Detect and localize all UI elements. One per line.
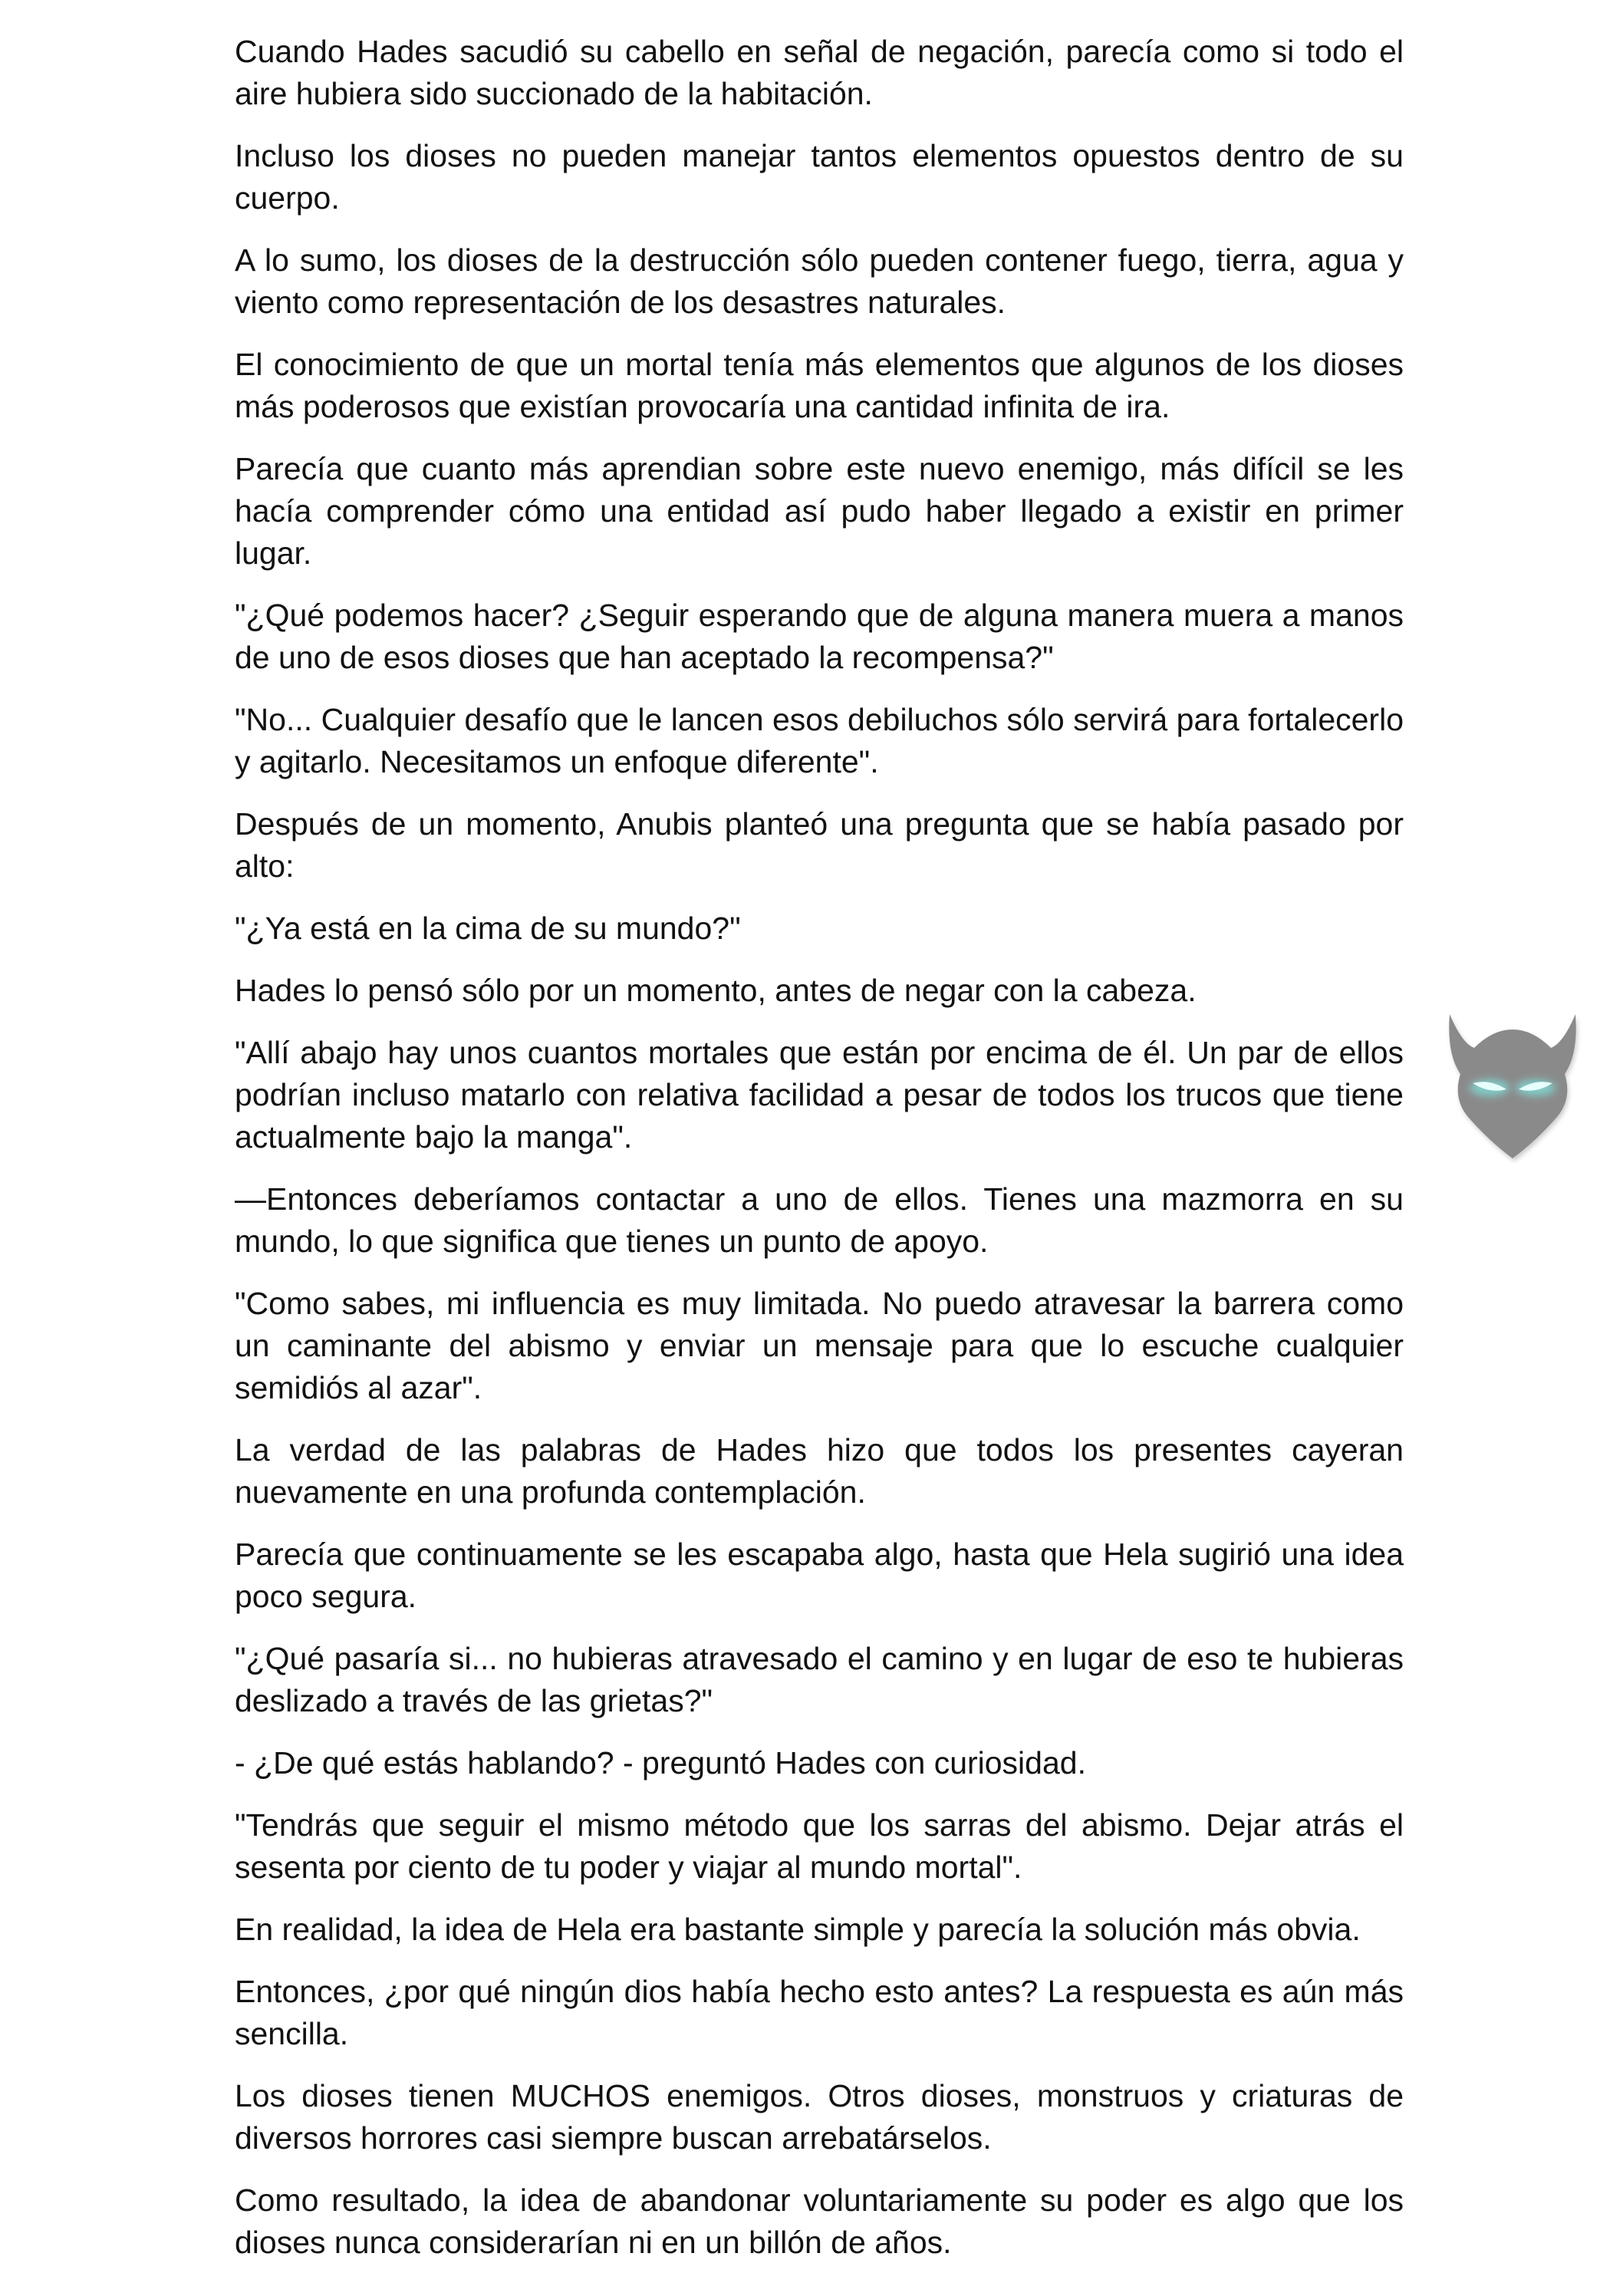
paragraph: En realidad, la idea de Hela era bastante simple y parecía la solución más obvia. [235,1912,1361,1947]
paragraph: El conocimiento de que un mortal tenía más elementos que algunos de los dioses más poderosos que existían provocaría una cantidad infinita de ira. [235,347,1404,424]
paragraph: Los dioses tienen MUCHOS enemigos. Otros dioses, monstruos y criaturas de diversos horrores casi siempre buscan arrebatárselos. [235,2078,1404,2156]
paragraph: "Tendrás que seguir el mismo método que los sarras del abismo. Dejar atrás el sesenta por ciento de tu poder y viajar al mundo mortal". [235,1807,1404,1885]
paragraph: "No... Cualquier desafío que le lancen esos debiluchos sólo servirá para fortalecerlo y agitarlo. Necesitamos un enfoque diferente". [235,702,1404,779]
paragraph: Incluso los dioses no pueden manejar tantos elementos opuestos dentro de su cuerpo. [235,138,1404,216]
paragraph: "¿Qué pasaría si... no hubieras atravesado el camino y en lugar de eso te hubieras deslizado a través de las grietas?" [235,1641,1404,1718]
paragraph: "¿Qué podemos hacer? ¿Seguir esperando que de alguna manera muera a manos de uno de esos dioses que han aceptado la recompensa?" [235,598,1404,675]
paragraph: Entonces, ¿por qué ningún dios había hecho esto antes? La respuesta es aún más sencilla. [235,1974,1404,2051]
paragraph: Como resultado, la idea de abandonar voluntariamente su poder es algo que los dioses nunca considerarían ni en un billón de años. [235,2182,1404,2260]
paragraph: A lo sumo, los dioses de la destrucción sólo pueden contener fuego, tierra, agua y viento como representación de los desastres naturales. [235,242,1404,320]
paragraph: Parecía que cuanto más aprendian sobre este nuevo enemigo, más difícil se les hacía comprender cómo una entidad así pudo haber llegado a existir en primer lugar. [235,451,1404,571]
horned-demon-head-icon [1436,999,1589,1163]
paragraph: La verdad de las palabras de Hades hizo que todos los presentes cayeran nuevamente en una profunda contemplación. [235,1432,1404,1510]
paragraph: Parecía que continuamente se les escapaba algo, hasta que Hela sugirió una idea poco segura. [235,1537,1404,1614]
paragraph: —Entonces deberíamos contactar a uno de ellos. Tienes una mazmorra en su mundo, lo que significa que tienes un punto de apoyo. [235,1181,1404,1259]
paragraph: Después de un momento, Anubis planteó una pregunta que se había pasado por alto: [235,806,1404,884]
paragraph: "Allí abajo hay unos cuantos mortales que están por encima de él. Un par de ellos podrían incluso matarlo con relativa facilidad a pesar de todos los trucos que tiene actualmente bajo la manga". [235,1035,1404,1155]
paragraph: - ¿De qué estás hablando? - preguntó Hades con curiosidad. [235,1745,1086,1780]
paragraph: "¿Ya está en la cima de su mundo?" [235,911,741,946]
paragraph: "Como sabes, mi influencia es muy limitada. No puedo atravesar la barrera como un caminante del abismo y enviar un mensaje para que lo escuche cualquier semidiós al azar". [235,1286,1404,1405]
paragraph: Hades lo pensó sólo por un momento, antes de negar con la cabeza. [235,973,1197,1008]
paragraph: Cuando Hades sacudió su cabello en señal de negación, parecía como si todo el aire hubiera sido succionado de la habitación. [235,34,1404,111]
document-body [235,31,1404,2284]
